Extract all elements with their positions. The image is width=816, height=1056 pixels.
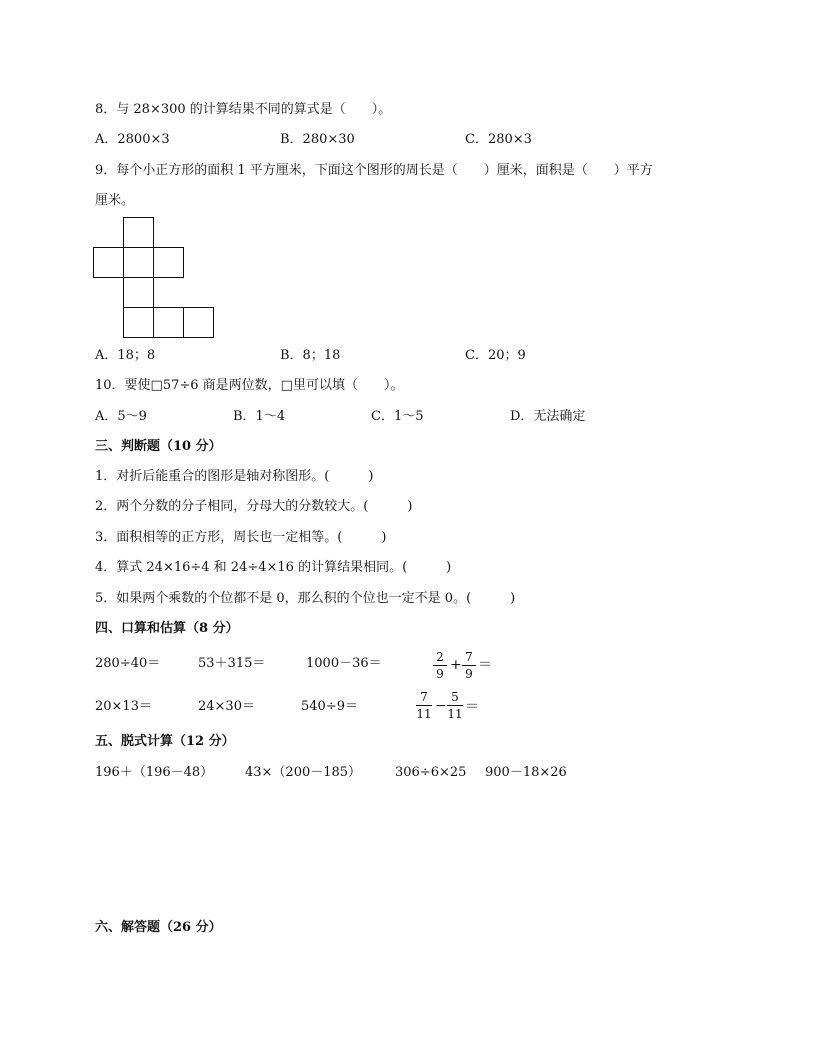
q10-option-a: A．5～9 (95, 409, 147, 424)
judge-item-5: 5．如果两个乘数的个位都不是 0，那么积的个位也一定不是 0。( ) (95, 591, 516, 606)
q8-option-b: B．280×30 (280, 132, 355, 147)
step-calc-2: 43×（200－185） (245, 765, 362, 780)
mental-calc-3: 1000－36＝ (306, 656, 382, 671)
equals-sign: ＝ (478, 657, 492, 673)
judge-item-3: 3．面积相等的正方形，周长也一定相等。( ) (95, 530, 387, 545)
equals-sign: ＝ (465, 699, 479, 715)
mental-calc-6: 540÷9＝ (301, 699, 358, 714)
mental-calc-5: 24×30＝ (198, 699, 255, 714)
section6-title: 六、解答题（26 分） (95, 920, 222, 935)
mental-calc-2: 53＋315＝ (198, 656, 266, 671)
plus-operator: + (450, 657, 462, 673)
minus-operator: − (435, 698, 447, 714)
q8-option-a: A．2800×3 (95, 132, 170, 147)
fraction: 2 9 (433, 650, 447, 681)
fraction: 7 11 (416, 690, 432, 721)
q10-option-d: D．无法确定 (510, 409, 586, 424)
judge-item-2: 2．两个分数的分子相同，分母大的分数较大。( ) (95, 499, 413, 514)
step-calc-1: 196＋（196－48） (95, 765, 214, 780)
q9-stem-line2: 厘米。 (95, 193, 135, 208)
mental-calc-4: 20×13＝ (95, 699, 152, 714)
q10-stem: 10．要使□57÷6 商是两位数，□里可以填（ ）。 (95, 378, 404, 393)
section3-title: 三、判断题（10 分） (95, 439, 222, 454)
q8-option-c: C．280×3 (465, 132, 532, 147)
fraction: 5 11 (447, 690, 463, 721)
fraction: 7 9 (462, 650, 476, 681)
q9-option-c: C．20；9 (465, 348, 526, 363)
q10-option-c: C．1～5 (371, 409, 424, 424)
section4-title: 四、口算和估算（8 分） (95, 621, 239, 636)
q9-stem-line1: 9．每个小正方形的面积 1 平方厘米，下面这个图形的周长是（ ）厘米，面积是（ ）平方 (95, 163, 653, 178)
judge-item-4: 4．算式 24×16÷4 和 24÷4×16 的计算结果相同。( ) (95, 560, 452, 575)
section5-title: 五、脱式计算（12 分） (95, 734, 235, 749)
q9-option-b: B．8；18 (280, 348, 341, 363)
q8-stem: 8．与 28×300 的计算结果不同的算式是（ ）。 (95, 102, 392, 117)
step-calc-4: 900－18×26 (485, 765, 567, 780)
judge-item-1: 1．对折后能重合的图形是轴对称图形。( ) (95, 469, 374, 484)
mental-calc-1: 280÷40＝ (95, 656, 161, 671)
q9-option-a: A．18；8 (95, 348, 156, 363)
q10-option-b: B．1～4 (233, 409, 286, 424)
step-calc-3: 306÷6×25 (395, 765, 467, 780)
square-grid-figure (93, 217, 215, 339)
